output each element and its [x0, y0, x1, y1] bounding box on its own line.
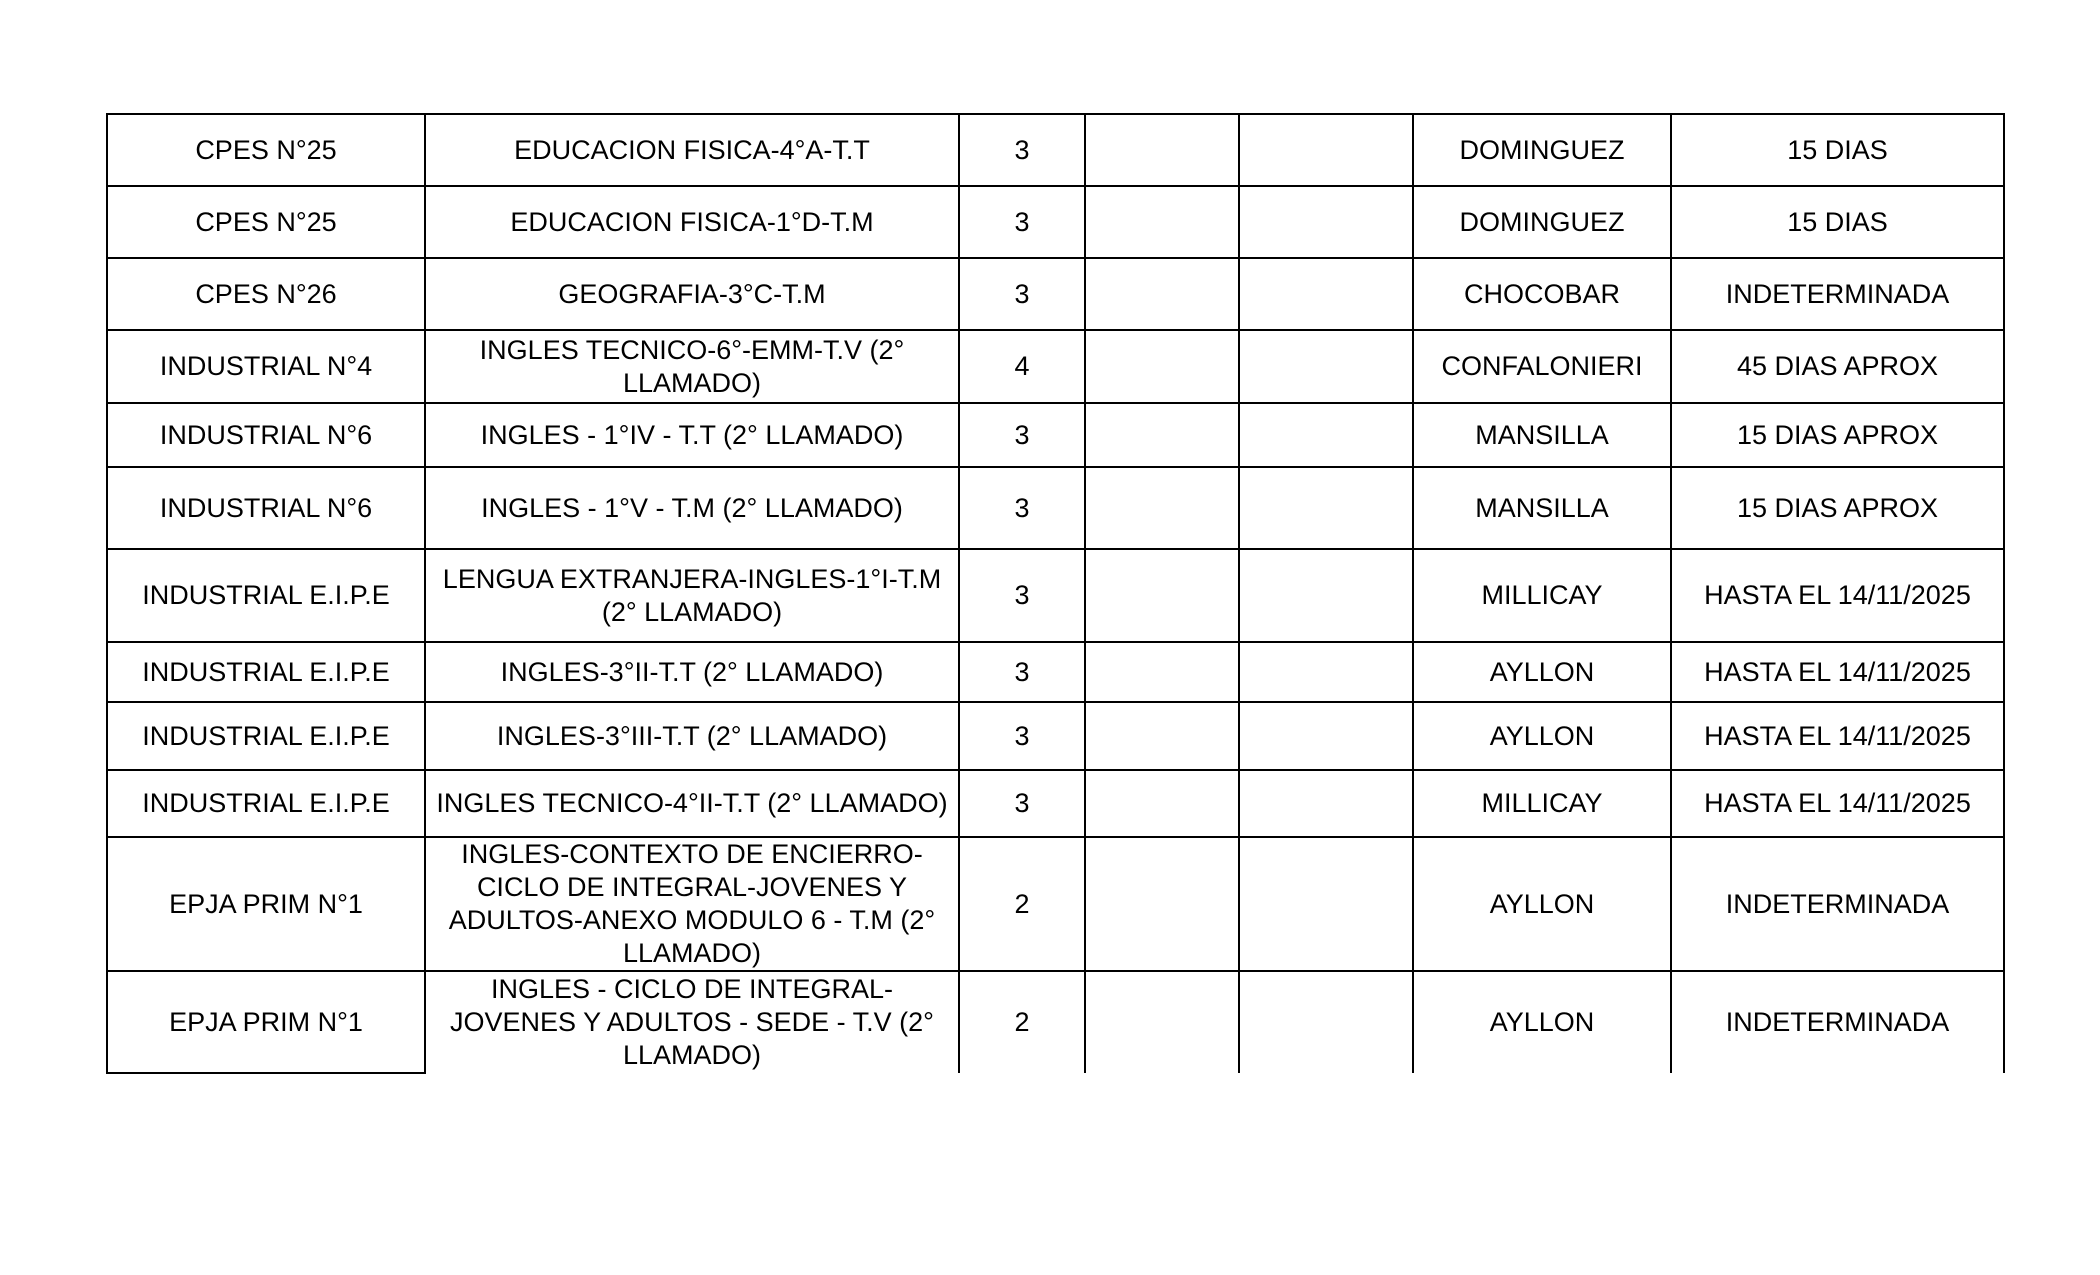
table-row [107, 258, 2004, 330]
hours-cell: 4 [959, 330, 1085, 403]
hours-cell: 3 [959, 186, 1085, 258]
teacher-cell: DOMINGUEZ [1413, 114, 1671, 186]
teacher-cell: AYLLON [1413, 642, 1671, 702]
school-cell: INDUSTRIAL N°6 [107, 403, 425, 467]
hours-cell: 3 [959, 642, 1085, 702]
school-cell: CPES N°25 [107, 186, 425, 258]
duration-cell: HASTA EL 14/11/2025 [1671, 702, 2004, 770]
empty-cell [1239, 971, 1413, 1073]
table-row [107, 403, 2004, 467]
school-cell: CPES N°25 [107, 114, 425, 186]
duration-cell: 45 DIAS APROX [1671, 330, 2004, 403]
teacher-cell: AYLLON [1413, 837, 1671, 971]
subject-cell: INGLES TECNICO-4°II-T.T (2° LLAMADO) [425, 770, 959, 837]
vacancies-table [106, 113, 2005, 1074]
empty-cell [1239, 330, 1413, 403]
empty-cell [1085, 837, 1239, 971]
empty-cell [1239, 770, 1413, 837]
empty-cell [1239, 642, 1413, 702]
school-cell: INDUSTRIAL E.I.P.E [107, 702, 425, 770]
subject-cell: GEOGRAFIA-3°C-T.M [425, 258, 959, 330]
subject-cell: INGLES TECNICO-6°-EMM-T.V (2° LLAMADO) [425, 330, 959, 403]
hours-cell: 3 [959, 403, 1085, 467]
empty-cell [1085, 403, 1239, 467]
subject-cell: EDUCACION FISICA-1°D-T.M [425, 186, 959, 258]
duration-cell: INDETERMINADA [1671, 971, 2004, 1073]
empty-cell [1239, 837, 1413, 971]
empty-cell [1085, 770, 1239, 837]
teacher-cell: CONFALONIERI [1413, 330, 1671, 403]
school-cell: INDUSTRIAL E.I.P.E [107, 770, 425, 837]
hours-cell: 2 [959, 971, 1085, 1073]
table-row [107, 114, 2004, 186]
table-row [107, 467, 2004, 549]
empty-cell [1085, 330, 1239, 403]
empty-cell [1085, 114, 1239, 186]
duration-cell: 15 DIAS APROX [1671, 403, 2004, 467]
empty-cell [1085, 642, 1239, 702]
table-row [107, 642, 2004, 702]
hours-cell: 3 [959, 258, 1085, 330]
hours-cell: 3 [959, 549, 1085, 642]
teacher-cell: MANSILLA [1413, 467, 1671, 549]
table-row [107, 770, 2004, 837]
duration-cell: INDETERMINADA [1671, 837, 2004, 971]
duration-cell: INDETERMINADA [1671, 258, 2004, 330]
school-cell: INDUSTRIAL E.I.P.E [107, 642, 425, 702]
subject-cell: INGLES - 1°IV - T.T (2° LLAMADO) [425, 403, 959, 467]
table-row [107, 837, 2004, 971]
duration-cell: 15 DIAS [1671, 186, 2004, 258]
empty-cell [1085, 702, 1239, 770]
school-cell: INDUSTRIAL N°6 [107, 467, 425, 549]
school-cell: EPJA PRIM N°1 [107, 837, 425, 971]
teacher-cell: MILLICAY [1413, 770, 1671, 837]
teacher-cell: CHOCOBAR [1413, 258, 1671, 330]
table-row [107, 186, 2004, 258]
teacher-cell: AYLLON [1413, 702, 1671, 770]
subject-cell: INGLES-3°III-T.T (2° LLAMADO) [425, 702, 959, 770]
duration-cell: HASTA EL 14/11/2025 [1671, 642, 2004, 702]
empty-cell [1085, 258, 1239, 330]
empty-cell [1085, 971, 1239, 1073]
duration-cell: HASTA EL 14/11/2025 [1671, 770, 2004, 837]
hours-cell: 2 [959, 837, 1085, 971]
teacher-cell: DOMINGUEZ [1413, 186, 1671, 258]
subject-cell: INGLES - CICLO DE INTEGRAL-JOVENES Y ADULTOS - SEDE - T.V (2° LLAMADO) [425, 971, 959, 1073]
subject-cell: INGLES - 1°V - T.M (2° LLAMADO) [425, 467, 959, 549]
hours-cell: 3 [959, 467, 1085, 549]
empty-cell [1239, 467, 1413, 549]
empty-cell [1239, 702, 1413, 770]
duration-cell: 15 DIAS APROX [1671, 467, 2004, 549]
school-cell: INDUSTRIAL E.I.P.E [107, 549, 425, 642]
school-cell: CPES N°26 [107, 258, 425, 330]
table-row [107, 702, 2004, 770]
subject-cell: LENGUA EXTRANJERA-INGLES-1°I-T.M (2° LLAMADO) [425, 549, 959, 642]
empty-cell [1239, 549, 1413, 642]
school-cell: EPJA PRIM N°1 [107, 971, 425, 1073]
hours-cell: 3 [959, 702, 1085, 770]
subject-cell: EDUCACION FISICA-4°A-T.T [425, 114, 959, 186]
empty-cell [1239, 403, 1413, 467]
teacher-cell: MILLICAY [1413, 549, 1671, 642]
table-row [107, 330, 2004, 403]
empty-cell [1239, 186, 1413, 258]
table-row [107, 549, 2004, 642]
hours-cell: 3 [959, 114, 1085, 186]
hours-cell: 3 [959, 770, 1085, 837]
subject-cell: INGLES-3°II-T.T (2° LLAMADO) [425, 642, 959, 702]
duration-cell: 15 DIAS [1671, 114, 2004, 186]
empty-cell [1239, 114, 1413, 186]
school-cell: INDUSTRIAL N°4 [107, 330, 425, 403]
empty-cell [1085, 549, 1239, 642]
empty-cell [1239, 258, 1413, 330]
empty-cell [1085, 467, 1239, 549]
empty-cell [1085, 186, 1239, 258]
table-row [107, 971, 2004, 1073]
teacher-cell: AYLLON [1413, 971, 1671, 1073]
teacher-cell: MANSILLA [1413, 403, 1671, 467]
duration-cell: HASTA EL 14/11/2025 [1671, 549, 2004, 642]
subject-cell: INGLES-CONTEXTO DE ENCIERRO-CICLO DE INTEGRAL-JOVENES Y ADULTOS-ANEXO MODULO 6 - T.M (2° LLAMADO) [425, 837, 959, 971]
